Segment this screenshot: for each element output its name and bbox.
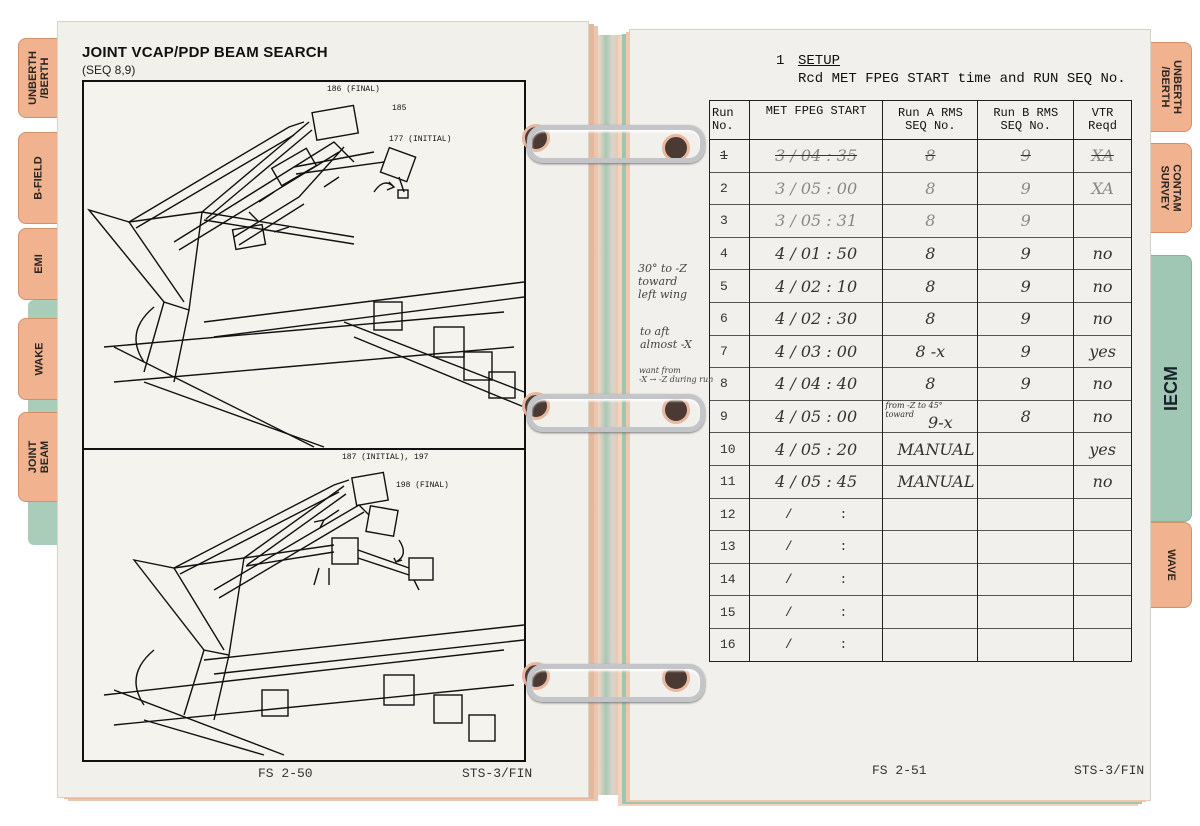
vtr-reqd-cell: no — [1074, 368, 1132, 401]
run-a-seq-cell: MANUAL — [883, 465, 978, 498]
run-b-seq-cell — [978, 628, 1074, 661]
rms-arm-diagram-bottom — [84, 450, 524, 760]
vtr-reqd-cell — [1074, 596, 1132, 629]
run-number: 8 — [710, 368, 750, 401]
run-a-seq-cell — [883, 531, 978, 564]
header-vtr-reqd: VTR Reqd — [1074, 101, 1132, 140]
table-row — [710, 172, 1132, 205]
step-instruction: Rcd MET FPEG START time and RUN SEQ No. — [798, 71, 1126, 87]
tab-label: JOINT BEAM — [27, 440, 51, 474]
run-number: 7 — [710, 335, 750, 368]
vtr-reqd-cell — [1074, 205, 1132, 238]
vtr-reqd-cell: no — [1074, 270, 1132, 303]
tab-label: WAKE — [33, 342, 45, 376]
vtr-reqd-cell: no — [1074, 400, 1132, 433]
step-number: 1 — [776, 53, 785, 69]
vtr-reqd-cell: yes — [1074, 433, 1132, 466]
run-a-seq-cell: 8 — [883, 270, 978, 303]
run-b-seq-cell: 9 — [978, 237, 1074, 270]
table-row — [710, 498, 1132, 531]
vtr-reqd-cell — [1074, 531, 1132, 564]
callout-177-initial: 177 (INITIAL) — [389, 135, 452, 144]
run-b-seq-cell: 9 — [978, 368, 1074, 401]
vtr-reqd-cell: XA — [1074, 172, 1132, 205]
binder-ring — [527, 664, 705, 702]
callout-187-initial-197: 187 (INITIAL), 197 — [342, 453, 429, 462]
tab-b-field[interactable] — [18, 132, 60, 224]
run-number: 6 — [710, 302, 750, 335]
table-row — [710, 465, 1132, 498]
run-a-seq-cell: 8 — [883, 140, 978, 173]
right-doc-id: STS-3/FIN — [1074, 763, 1145, 778]
met-start-cell: / : — [749, 498, 882, 531]
vtr-reqd-cell — [1074, 563, 1132, 596]
run-a-seq-cell: 8 — [883, 368, 978, 401]
run-a-seq-cell: MANUAL — [883, 433, 978, 466]
table-row — [710, 237, 1132, 270]
rms-arm-diagram-top — [84, 82, 524, 450]
tab-unberth-berth-right[interactable] — [1150, 42, 1192, 132]
met-start-cell: / : — [749, 563, 882, 596]
header-run-b-rms: Run B RMS SEQ No. — [978, 101, 1074, 140]
binder-ring — [527, 394, 705, 432]
run-a-seq-cell — [883, 596, 978, 629]
table-row — [710, 596, 1132, 629]
table-row — [710, 400, 1132, 433]
tab-label: UNBERTH /BERTH — [1159, 60, 1183, 114]
left-page-number: FS 2-50 — [258, 766, 313, 781]
page-subtitle: (SEQ 8,9) — [82, 63, 136, 77]
tab-contam-survey[interactable] — [1150, 143, 1192, 233]
run-number: 2 — [710, 172, 750, 205]
table-row — [710, 563, 1132, 596]
run-number: 11 — [710, 465, 750, 498]
met-start-cell: 3 / 05 : 31 — [749, 205, 882, 238]
run-b-seq-cell — [978, 563, 1074, 596]
run-log-table — [709, 100, 1132, 662]
tab-label: B-FIELD — [33, 156, 46, 200]
run-number: 4 — [710, 237, 750, 270]
header-met-fpeg-start: MET FPEG START — [749, 101, 882, 140]
run-b-seq-cell — [978, 498, 1074, 531]
vtr-reqd-cell: XA — [1074, 140, 1132, 173]
callout-198-final: 198 (FINAL) — [396, 481, 449, 490]
margin-note-want-from: want from -X → -Z during run — [639, 366, 714, 384]
run-b-seq-cell — [978, 465, 1074, 498]
bottom-figure — [82, 448, 526, 762]
run-b-seq-cell: 9 — [978, 172, 1074, 205]
vtr-reqd-cell: yes — [1074, 335, 1132, 368]
met-start-cell: 4 / 03 : 00 — [749, 335, 882, 368]
tab-label: EMI — [33, 254, 45, 274]
run-a-seq-cell: 8 — [883, 172, 978, 205]
met-start-cell: 4 / 02 : 10 — [749, 270, 882, 303]
table-row — [710, 302, 1132, 335]
run-a-seq-value: 9-x — [928, 413, 953, 433]
run-b-seq-cell: 9 — [978, 335, 1074, 368]
tab-iecm[interactable] — [1150, 255, 1192, 522]
run-number: 5 — [710, 270, 750, 303]
run-b-seq-cell: 8 — [978, 400, 1074, 433]
run-b-seq-cell: 9 — [978, 302, 1074, 335]
table-row — [710, 433, 1132, 466]
met-start-cell: 4 / 05 : 00 — [749, 400, 882, 433]
table-row — [710, 368, 1132, 401]
margin-note-30deg: 30° to -Z toward left wing — [638, 262, 688, 301]
run-a-seq-cell — [883, 498, 978, 531]
run-a-seq-cell — [883, 400, 978, 433]
left-doc-id: STS-3/FIN — [462, 766, 533, 781]
tab-label: CONTAM SURVEY — [1159, 164, 1183, 212]
tab-joint-beam[interactable] — [18, 412, 60, 502]
vtr-reqd-cell: no — [1074, 465, 1132, 498]
run-a-seq-cell: 8 — [883, 302, 978, 335]
run-number: 1 — [710, 140, 750, 173]
tab-label: WAVE — [1164, 549, 1177, 581]
run-a-seq-cell: 8 — [883, 237, 978, 270]
run-a-seq-cell — [883, 563, 978, 596]
vtr-reqd-cell — [1074, 498, 1132, 531]
top-figure — [82, 80, 526, 452]
run-number: 13 — [710, 531, 750, 564]
met-start-cell: 4 / 01 : 50 — [749, 237, 882, 270]
callout-186-final: 186 (FINAL) — [327, 85, 380, 94]
run-b-seq-cell — [978, 531, 1074, 564]
run-number: 9 — [710, 400, 750, 433]
vtr-reqd-cell — [1074, 628, 1132, 661]
run-b-seq-cell: 9 — [978, 140, 1074, 173]
run-b-seq-cell: 9 — [978, 270, 1074, 303]
met-start-cell: 3 / 05 : 00 — [749, 172, 882, 205]
header-run-no: Run No. — [710, 101, 750, 140]
table-row — [710, 628, 1132, 661]
run-number: 15 — [710, 596, 750, 629]
run-b-seq-cell — [978, 596, 1074, 629]
step-title: SETUP — [798, 53, 841, 69]
table-row — [710, 205, 1132, 238]
run-number: 14 — [710, 563, 750, 596]
run-number: 16 — [710, 628, 750, 661]
vtr-reqd-cell: no — [1074, 237, 1132, 270]
run-number: 12 — [710, 498, 750, 531]
vtr-reqd-cell: no — [1074, 302, 1132, 335]
table-header-row — [710, 101, 1132, 140]
met-start-cell: 4 / 04 : 40 — [749, 368, 882, 401]
tab-wake[interactable] — [18, 318, 60, 400]
margin-note-to-aft: to aft almost -X — [640, 325, 692, 351]
tab-label: IECM — [1160, 366, 1181, 411]
tab-wave[interactable] — [1150, 522, 1192, 608]
tab-emi[interactable] — [18, 228, 60, 300]
met-start-cell: / : — [749, 531, 882, 564]
run-a-seq-cell: 8 — [883, 205, 978, 238]
run-b-seq-cell: 9 — [978, 205, 1074, 238]
right-page-number: FS 2-51 — [872, 763, 927, 778]
run-number: 10 — [710, 433, 750, 466]
run-a-seq-cell — [883, 628, 978, 661]
met-start-cell: 4 / 02 : 30 — [749, 302, 882, 335]
run-a-seq-cell: 8 -x — [883, 335, 978, 368]
callout-185: 185 — [392, 104, 407, 113]
run-number: 3 — [710, 205, 750, 238]
met-start-cell: 3 / 04 : 35 — [749, 140, 882, 173]
met-start-cell: 4 / 05 : 45 — [749, 465, 882, 498]
table-row — [710, 270, 1132, 303]
table-row — [710, 531, 1132, 564]
page-title: JOINT VCAP/PDP BEAM SEARCH — [82, 44, 328, 61]
tab-label: UNBERTH /BERTH — [27, 51, 51, 105]
run-b-seq-cell — [978, 433, 1074, 466]
row9-note: from -Z to 45° toward — [885, 400, 943, 419]
met-start-cell: / : — [749, 628, 882, 661]
header-run-a-rms: Run A RMS SEQ No. — [883, 101, 978, 140]
met-start-cell: 4 / 05 : 20 — [749, 433, 882, 466]
table-row — [710, 140, 1132, 173]
table-row — [710, 335, 1132, 368]
binder-ring — [527, 125, 705, 163]
tab-unberth-berth-left[interactable] — [18, 38, 60, 118]
met-start-cell: / : — [749, 596, 882, 629]
